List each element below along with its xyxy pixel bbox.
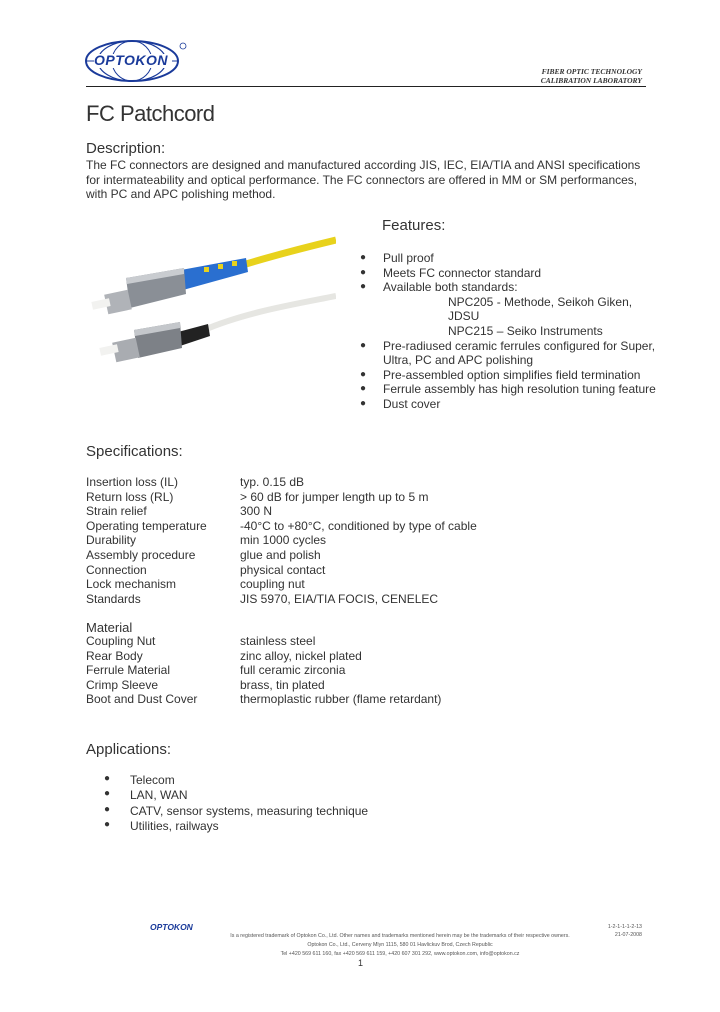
footer-logo: OPTOKON bbox=[150, 922, 193, 932]
tagline-line: CALIBRATION LABORATORY bbox=[540, 76, 642, 85]
applications-list bbox=[104, 773, 368, 834]
table-row: Boot and Dust Cover thermoplastic rubber (flame retardant) bbox=[86, 692, 442, 707]
bullet-icon: ● bbox=[104, 818, 111, 830]
tagline bbox=[541, 67, 642, 85]
table-row: Rear Body zinc alloy, nickel plated bbox=[86, 648, 362, 663]
feature-item: ● Available both standards: NPC205 - Methode, Seikoh Giken, JDSU NPC215 – Seiko Instruments bbox=[360, 280, 660, 338]
table-row: Strain relief 300 N bbox=[86, 504, 273, 519]
page-number: 1 bbox=[358, 958, 364, 968]
logo-text: OPTOKON bbox=[93, 52, 169, 68]
application-item: ● CATV, sensor systems, measuring technique bbox=[104, 803, 369, 818]
tagline-line: FIBER OPTIC TECHNOLOGY bbox=[541, 67, 642, 76]
application-item: ● Utilities, railways bbox=[104, 818, 219, 833]
table-row: Coupling Nut stainless steel bbox=[86, 634, 316, 648]
application-item: ● Telecom bbox=[104, 773, 175, 787]
bullet-icon: ● bbox=[360, 397, 367, 409]
material-table bbox=[86, 634, 441, 707]
table-row: Operating temperature -40°C to +80°C, conditioned by type of cable bbox=[86, 518, 477, 533]
table-row: Connection physical contact bbox=[86, 562, 326, 577]
document-date: 21-07-2008 bbox=[614, 931, 642, 938]
document-code-line: 1-2-1-1-1-2-13 bbox=[607, 924, 642, 930]
table-row: Assembly procedure glue and polish bbox=[86, 547, 321, 562]
table-row: Ferrule Material full ceramic zirconia bbox=[86, 663, 346, 678]
features-list bbox=[360, 251, 660, 412]
feature-item: ● Dust cover bbox=[360, 396, 441, 411]
page-title: FC Patchcord bbox=[86, 101, 215, 126]
bullet-icon: ● bbox=[104, 803, 111, 815]
description-body: The FC connectors are designed and manufactured according JIS, IEC, EIA/TIA and ANSI specifications for intermateability and optical performance. The FC connectors are offered in MM or SM performances, with PC and APC polishing method. bbox=[86, 158, 641, 202]
bullet-icon: ● bbox=[104, 773, 111, 784]
bullet-icon: ● bbox=[360, 266, 367, 278]
feature-item: ● Ferrule assembly has high resolution tuning feature bbox=[360, 382, 656, 397]
footer-line: Is a registered trademark of Optokon Co., Ltd. Other names and trademarks mentioned herein may be the trademarks of their respective owners. bbox=[230, 933, 570, 939]
table-row: Lock mechanism coupling nut bbox=[86, 577, 305, 592]
document-code bbox=[608, 924, 642, 939]
table-row: Standards JIS 5970, EIA/TIA FOCIS, CENELEC bbox=[86, 591, 439, 606]
feature-subitem: NPC205 - Methode, Seikoh Giken, JDSU bbox=[448, 294, 633, 324]
table-row: Insertion loss (IL) typ. 0.15 dB bbox=[86, 475, 305, 489]
bullet-icon: ● bbox=[360, 383, 367, 395]
application-item: ● LAN, WAN bbox=[104, 788, 188, 803]
header-divider bbox=[86, 86, 646, 87]
table-row: Crimp Sleeve brass, tin plated bbox=[86, 677, 325, 692]
specifications-heading: Specifications: bbox=[86, 443, 183, 460]
bullet-icon: ● bbox=[360, 252, 367, 263]
feature-item: ● Pre-radiused ceramic ferrules configured for Super, Ultra, PC and APC polishing bbox=[360, 338, 656, 368]
bullet-icon: ● bbox=[360, 339, 367, 351]
applications-heading: Applications: bbox=[86, 741, 172, 758]
feature-subitem: NPC215 – Seiko Instruments bbox=[448, 323, 603, 338]
footer-line: Tel +420 569 611 160, fax +420 569 611 159, +420 607 301 292, www.optokon.com, info@optokon.cz bbox=[280, 951, 520, 957]
bullet-icon: ● bbox=[360, 368, 367, 380]
description-heading: Description: bbox=[86, 140, 166, 157]
specifications-table bbox=[86, 475, 477, 606]
features-heading: Features: bbox=[382, 217, 446, 234]
bullet-icon: ● bbox=[360, 281, 367, 293]
footer-text bbox=[210, 932, 590, 959]
bullet-icon: ● bbox=[104, 788, 111, 800]
fc-patchcord-photo bbox=[86, 212, 336, 378]
feature-item: ● Pre-assembled option simplifies field termination bbox=[360, 367, 641, 382]
footer-line: Optokon Co., Ltd., Cerveny Mlyn 1115, 580 01 Havlickuv Brod, Czech Republic bbox=[307, 942, 493, 948]
table-row: Return loss (RL) > 60 dB for jumper length up to 5 m bbox=[86, 489, 429, 504]
material-heading: Material bbox=[86, 620, 133, 635]
table-row: Durability min 1000 cycles bbox=[86, 533, 327, 548]
feature-item: ● Pull proof bbox=[360, 251, 434, 265]
feature-item: ● Meets FC connector standard bbox=[360, 265, 542, 280]
